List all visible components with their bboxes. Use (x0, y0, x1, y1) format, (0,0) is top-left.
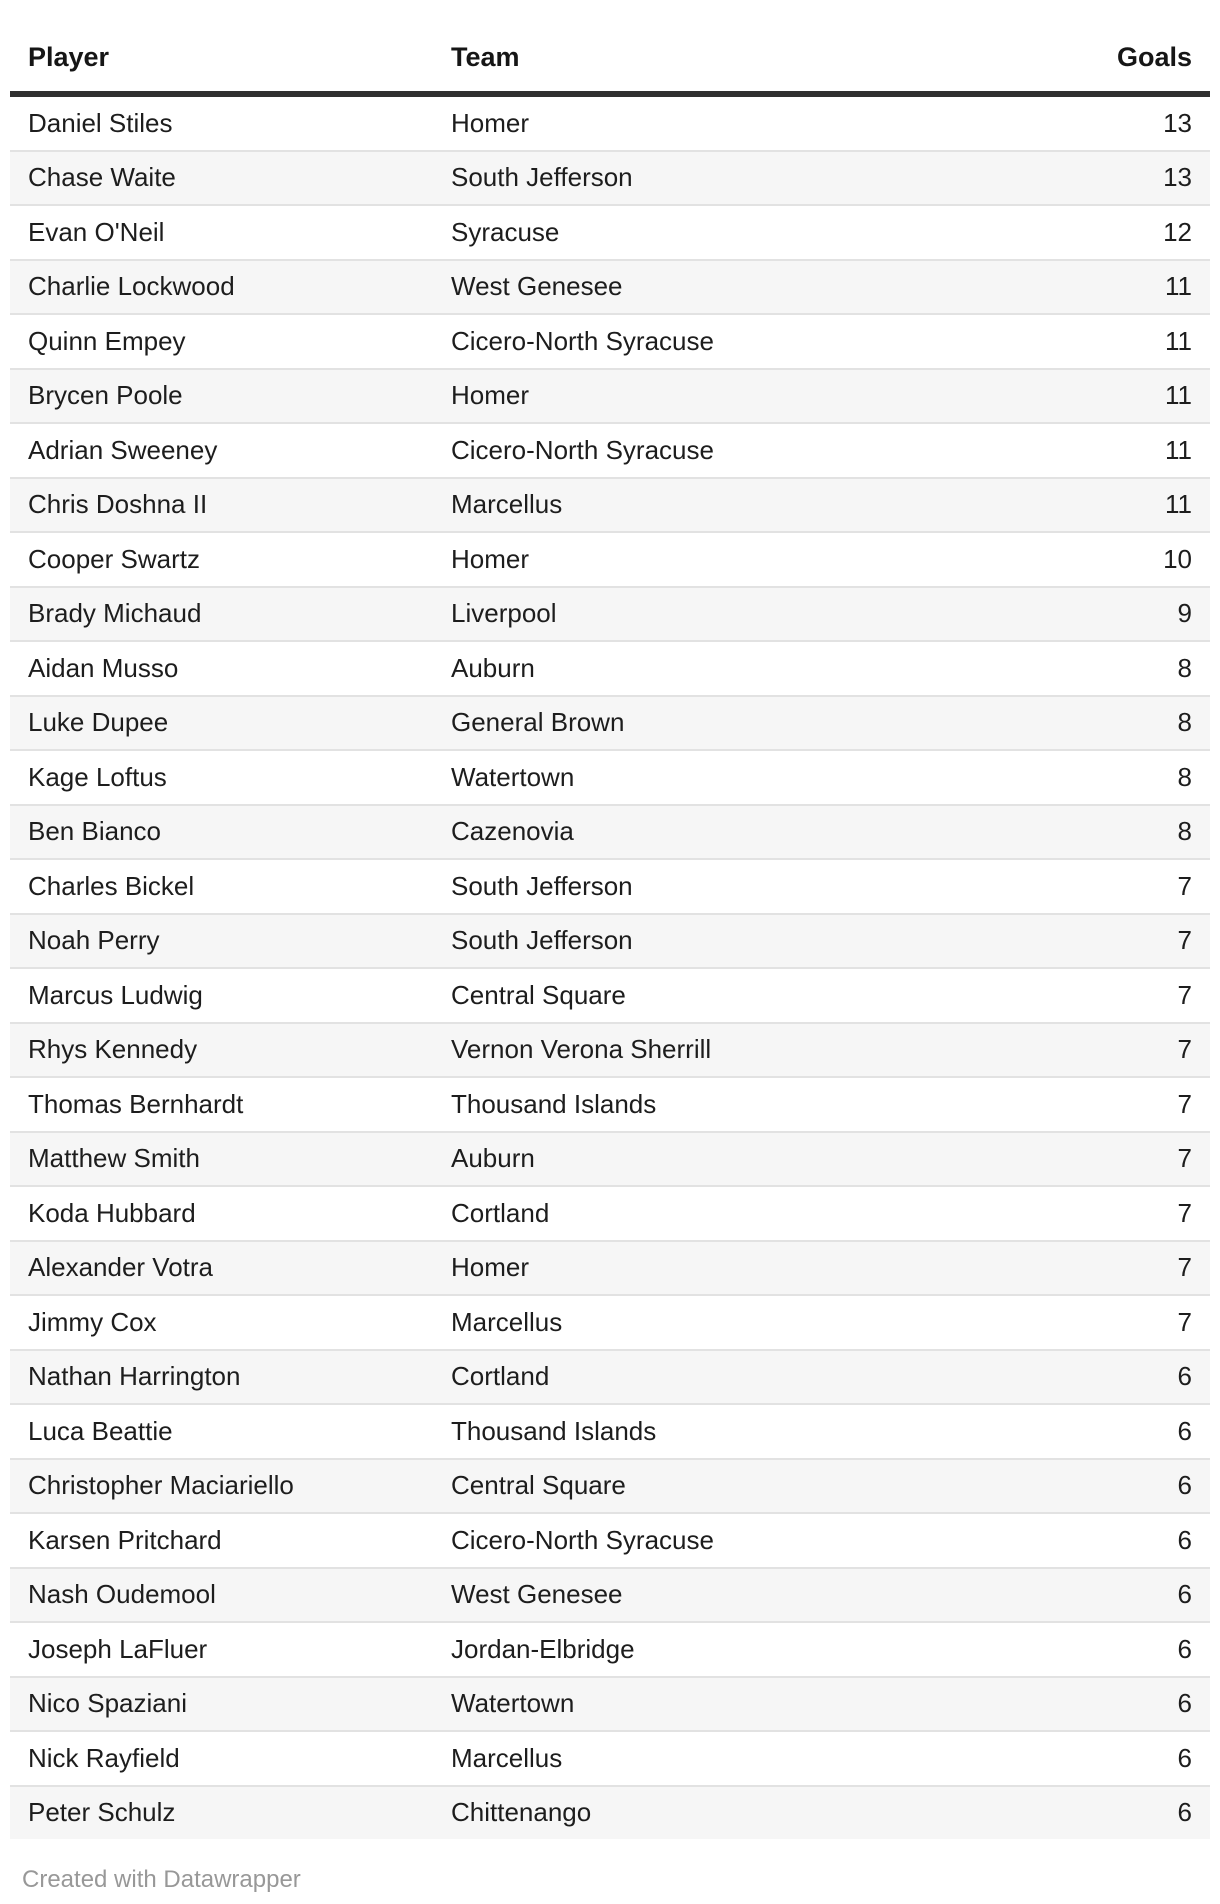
goals-cell: 13 (952, 151, 1210, 206)
team-cell: South Jefferson (433, 151, 952, 206)
goals-cell: 8 (952, 750, 1210, 805)
table-row (10, 696, 1210, 751)
team-cell: Marcellus (433, 1295, 952, 1350)
player-cell: Noah Perry (10, 914, 433, 969)
table-row (10, 1404, 1210, 1459)
team-cell: Vernon Verona Sherrill (433, 1023, 952, 1078)
column-header-team: Team (433, 0, 952, 94)
goals-cell: 7 (952, 1186, 1210, 1241)
player-cell: Christopher Maciariello (10, 1459, 433, 1514)
team-cell: Watertown (433, 1677, 952, 1732)
table-row (10, 1731, 1210, 1786)
table-row (10, 260, 1210, 315)
player-cell: Adrian Sweeney (10, 423, 433, 478)
table-row (10, 151, 1210, 206)
player-cell: Cooper Swartz (10, 532, 433, 587)
table-row (10, 369, 1210, 424)
player-cell: Jimmy Cox (10, 1295, 433, 1350)
team-cell: Thousand Islands (433, 1404, 952, 1459)
table-body (10, 94, 1210, 1839)
player-cell: Thomas Bernhardt (10, 1077, 433, 1132)
table-row (10, 750, 1210, 805)
goals-cell: 8 (952, 805, 1210, 860)
table-row (10, 587, 1210, 642)
goals-cell: 11 (952, 369, 1210, 424)
datawrapper-credit-link[interactable]: Created with Datawrapper (22, 1866, 301, 1893)
table-row (10, 1077, 1210, 1132)
team-cell: Cicero-North Syracuse (433, 314, 952, 369)
goals-cell: 7 (952, 1023, 1210, 1078)
team-cell: West Genesee (433, 260, 952, 315)
table-row (10, 1513, 1210, 1568)
header-row (10, 0, 1210, 94)
player-cell: Nico Spaziani (10, 1677, 433, 1732)
team-cell: Homer (451, 107, 530, 138)
team-cell: Thousand Islands (433, 1077, 952, 1132)
goals-cell: 7 (952, 914, 1210, 969)
table-row (10, 478, 1210, 533)
team-cell: Homer (433, 532, 952, 587)
team-cell: South Jefferson (433, 859, 952, 914)
goals-cell: 9 (952, 587, 1210, 642)
player-cell: Peter Schulz (10, 1786, 433, 1840)
table-row (10, 1295, 1210, 1350)
goals-cell: 6 (952, 1731, 1210, 1786)
player-cell: Karsen Pritchard (10, 1513, 433, 1568)
player-cell: Nash Oudemool (10, 1568, 433, 1623)
leaderboard-table (10, 0, 1210, 1839)
team-cell: Cicero-North Syracuse (433, 1513, 952, 1568)
team-cell: Syracuse (433, 205, 952, 260)
goals-cell: 7 (952, 1241, 1210, 1296)
team-cell: Central Square (433, 1459, 952, 1514)
table-row (10, 859, 1210, 914)
column-header-goals: Goals (952, 0, 1210, 94)
player-cell: Nick Rayfield (10, 1731, 433, 1786)
player-cell: Alexander Votra (10, 1241, 433, 1296)
player-cell: Chris Doshna II (10, 478, 433, 533)
goals-cell: 7 (952, 1295, 1210, 1350)
player-cell: Quinn Empey (10, 314, 433, 369)
table-row (10, 1186, 1210, 1241)
table-row (10, 1622, 1210, 1677)
table-row (10, 641, 1210, 696)
team-cell: Liverpool (433, 587, 952, 642)
team-cell: Homer (433, 1241, 952, 1296)
goals-cell: 11 (952, 478, 1210, 533)
team-cell: Cicero-North Syracuse (433, 423, 952, 478)
table-row (10, 1241, 1210, 1296)
goals-cell: 6 (952, 1513, 1210, 1568)
goals-cell: 11 (952, 260, 1210, 315)
team-cell: Chittenango (433, 1786, 952, 1840)
team-cell: Jordan-Elbridge (433, 1622, 952, 1677)
player-cell: Koda Hubbard (10, 1186, 433, 1241)
team-cell: Central Square (433, 968, 952, 1023)
table-row (10, 1459, 1210, 1514)
player-cell: Kage Loftus (10, 750, 433, 805)
player-cell: Luca Beattie (10, 1404, 433, 1459)
table-row (10, 314, 1210, 369)
player-cell: Brycen Poole (10, 369, 433, 424)
player-cell: Evan O'Neil (10, 205, 433, 260)
goals-cell: 11 (952, 423, 1210, 478)
table-row (10, 1023, 1210, 1078)
table-row (10, 532, 1210, 587)
goals-cell: 10 (952, 532, 1210, 587)
goals-cell: 6 (952, 1568, 1210, 1623)
player-cell: Brady Michaud (10, 587, 433, 642)
player-cell: Charles Bickel (10, 859, 433, 914)
goals-cell: 8 (952, 696, 1210, 751)
goals-cell: 7 (952, 1077, 1210, 1132)
table-row (10, 914, 1210, 969)
table-row (10, 205, 1210, 260)
goals-cell: 7 (952, 859, 1210, 914)
team-cell: Marcellus (433, 1731, 952, 1786)
player-cell: Luke Dupee (10, 696, 433, 751)
goals-cell: 7 (952, 968, 1210, 1023)
column-header-player: Player (10, 0, 433, 94)
team-cell: Cazenovia (433, 805, 952, 860)
player-cell: Nathan Harrington (10, 1350, 433, 1405)
player-cell: Ben Bianco (10, 805, 433, 860)
team-cell: Auburn (433, 641, 952, 696)
table-row (10, 1568, 1210, 1623)
player-cell: Daniel Stiles (28, 107, 173, 138)
table-row (10, 1677, 1210, 1732)
player-cell: Joseph LaFluer (10, 1622, 433, 1677)
player-cell: Matthew Smith (10, 1132, 433, 1187)
table-row (10, 94, 1210, 151)
table-row (10, 1132, 1210, 1187)
goals-cell: 12 (952, 205, 1210, 260)
table-header (10, 0, 1210, 94)
goals-cell: 6 (952, 1786, 1210, 1840)
table-row (10, 968, 1210, 1023)
goals-cell: 6 (952, 1459, 1210, 1514)
team-cell: Homer (433, 369, 952, 424)
player-cell: Rhys Kennedy (10, 1023, 433, 1078)
team-cell: General Brown (433, 696, 952, 751)
goals-cell: 6 (952, 1677, 1210, 1732)
goals-cell: 6 (952, 1350, 1210, 1405)
goals-cell: 13 (1163, 107, 1192, 138)
table-row (10, 423, 1210, 478)
team-cell: Marcellus (433, 478, 952, 533)
team-cell: South Jefferson (433, 914, 952, 969)
player-cell: Chase Waite (10, 151, 433, 206)
team-cell: Cortland (433, 1186, 952, 1241)
player-cell: Aidan Musso (10, 641, 433, 696)
goals-cell: 6 (952, 1404, 1210, 1459)
table-row (10, 1350, 1210, 1405)
player-cell: Marcus Ludwig (10, 968, 433, 1023)
team-cell: West Genesee (433, 1568, 952, 1623)
goals-cell: 6 (952, 1622, 1210, 1677)
team-cell: Auburn (433, 1132, 952, 1187)
goals-cell: 8 (952, 641, 1210, 696)
goals-cell: 11 (952, 314, 1210, 369)
goals-cell: 7 (952, 1132, 1210, 1187)
team-cell: Cortland (433, 1350, 952, 1405)
table-row (10, 1786, 1210, 1840)
table-row (10, 805, 1210, 860)
team-cell: Watertown (433, 750, 952, 805)
player-cell: Charlie Lockwood (10, 260, 433, 315)
